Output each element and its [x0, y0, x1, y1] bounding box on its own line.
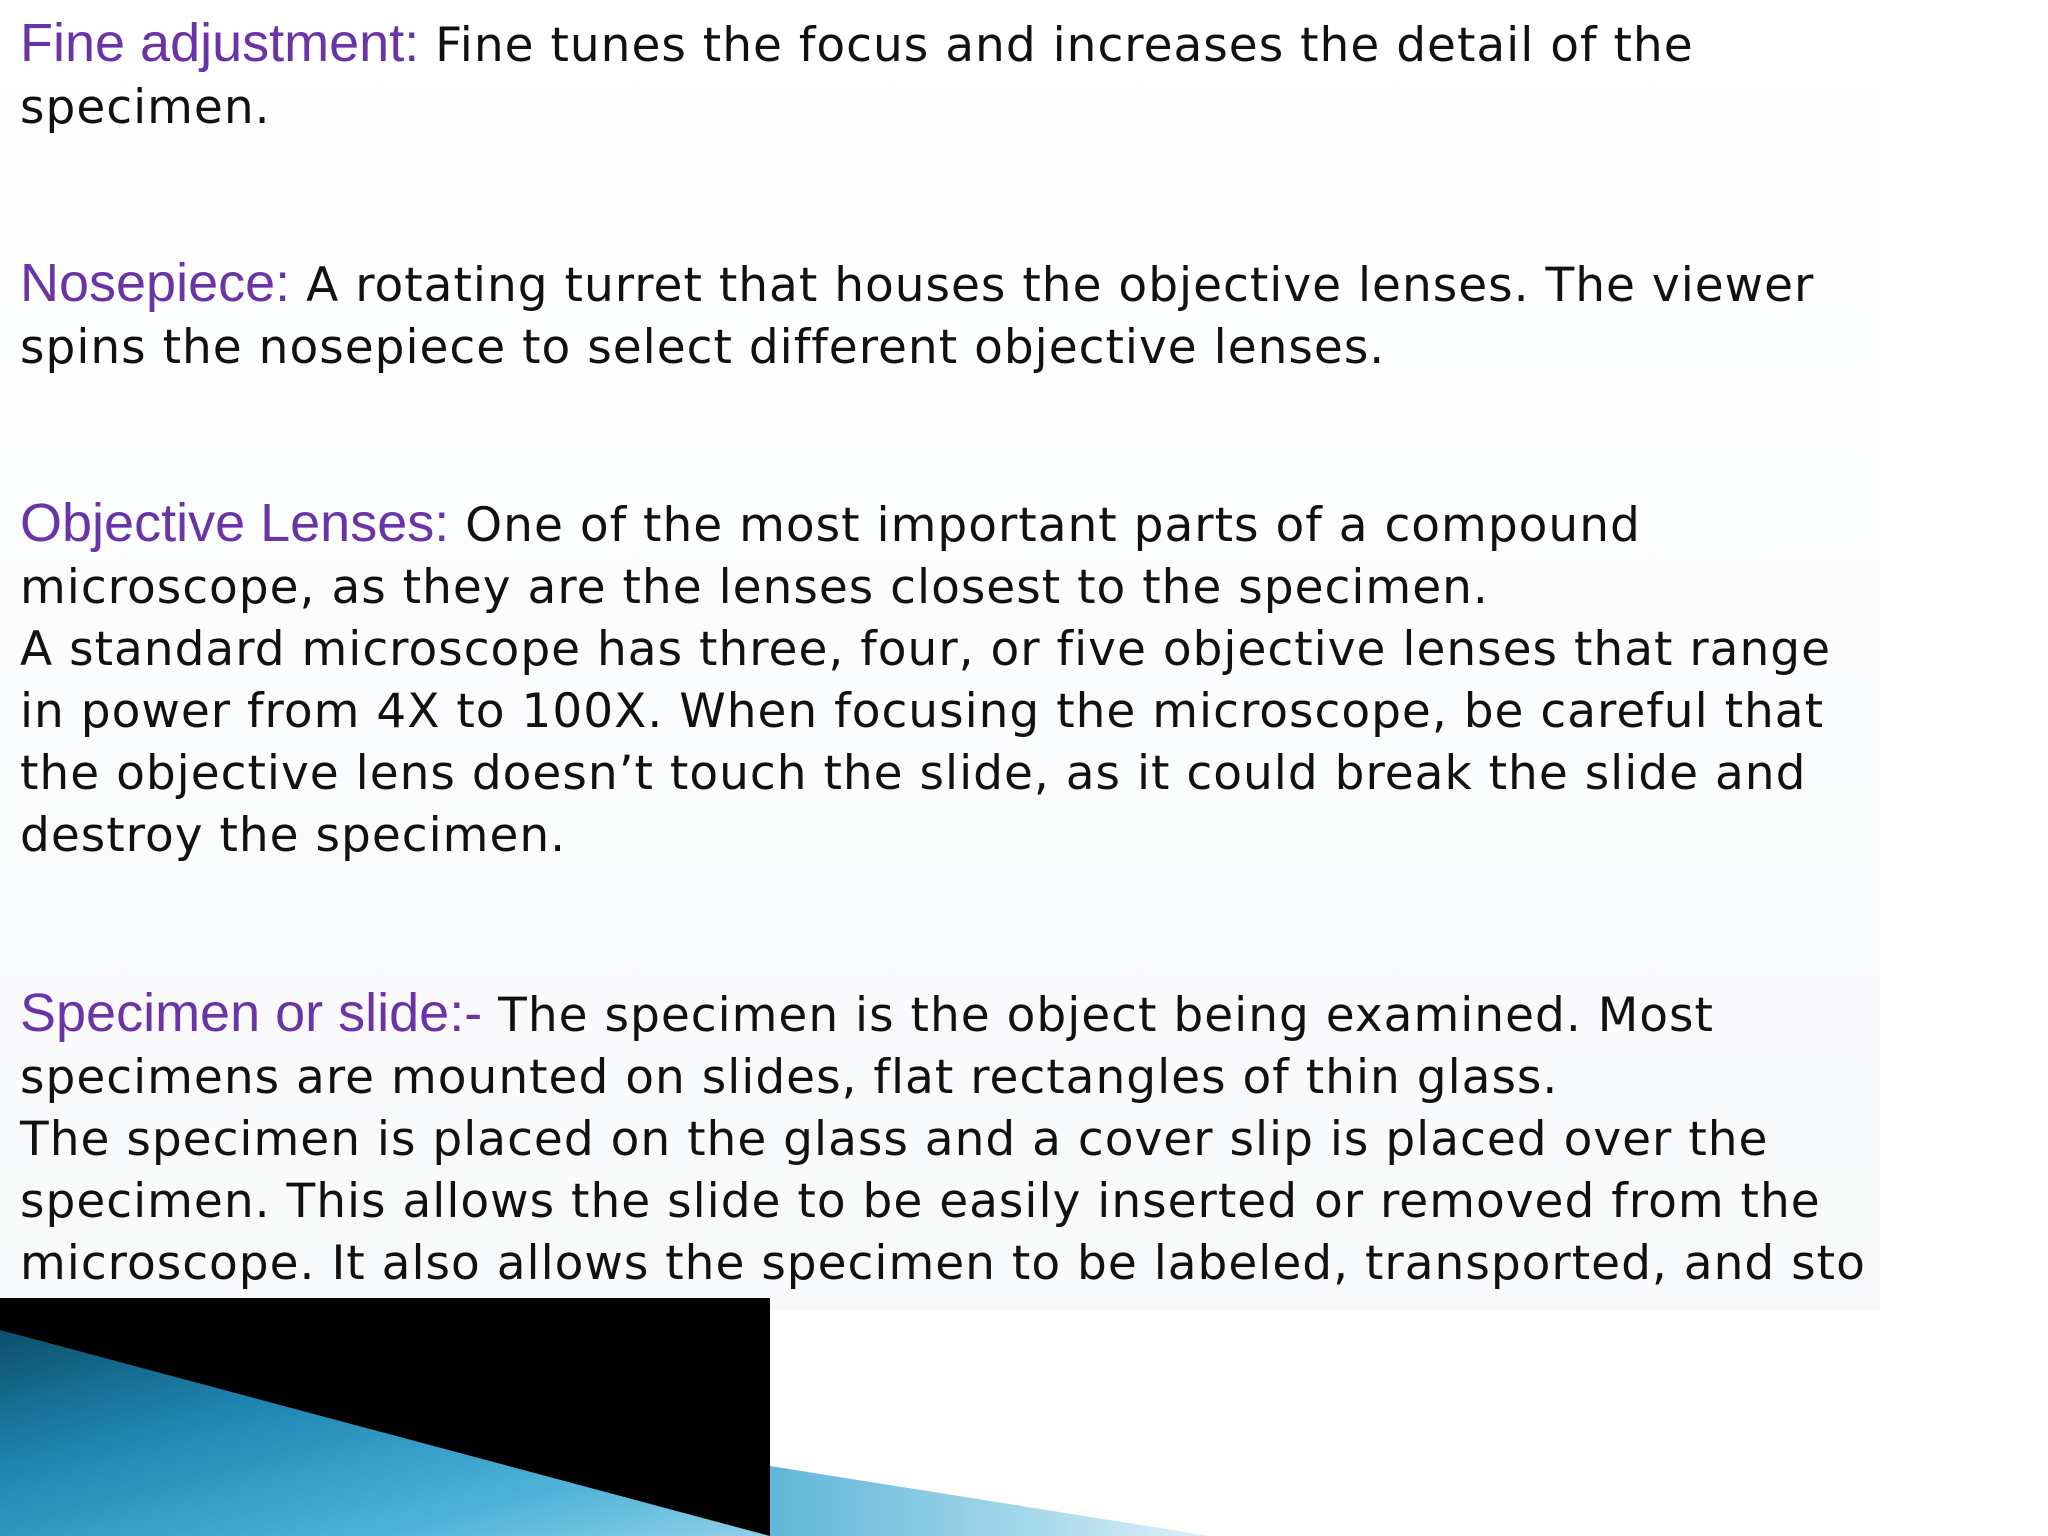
specimen-term: Specimen or slide:-: [20, 983, 483, 1043]
light-blue-wedge: [770, 1466, 1210, 1536]
objective-lenses-description: One of the most important parts of a compound microscope, as they are the lenses closest to the specimen.: [20, 498, 1641, 615]
specimen-description-continued: The specimen is placed on the glass and a cover slip is placed over the specimen. This allows the slide to be easily inserted or removed from the microscope. It also allows the specimen to be labeled, transported, and sto: [20, 1112, 1866, 1291]
fine-adjustment-term: Fine adjustment:: [20, 13, 420, 73]
fine-adjustment-description: Fine tunes the focus and increases the detail of the specimen.: [20, 18, 1694, 135]
objective-lenses-term: Objective Lenses:: [20, 493, 450, 553]
specimen-description: The specimen is the object being examined. Most specimens are mounted on slides, flat rectangles of thin glass.: [20, 988, 1714, 1105]
nosepiece-description: A rotating turret that houses the objective lenses. The viewer spins the nosepiece to select different objective lenses.: [20, 258, 1815, 375]
nosepiece-term: Nosepiece:: [20, 253, 291, 313]
objective-lenses-description-continued: A standard microscope has three, four, or five objective lenses that range in power from 4X to 100X. When focusing the microscope, be careful that the objective lens doesn’t touch the slide, as it could break the slide and destroy the specimen.: [20, 622, 1832, 863]
